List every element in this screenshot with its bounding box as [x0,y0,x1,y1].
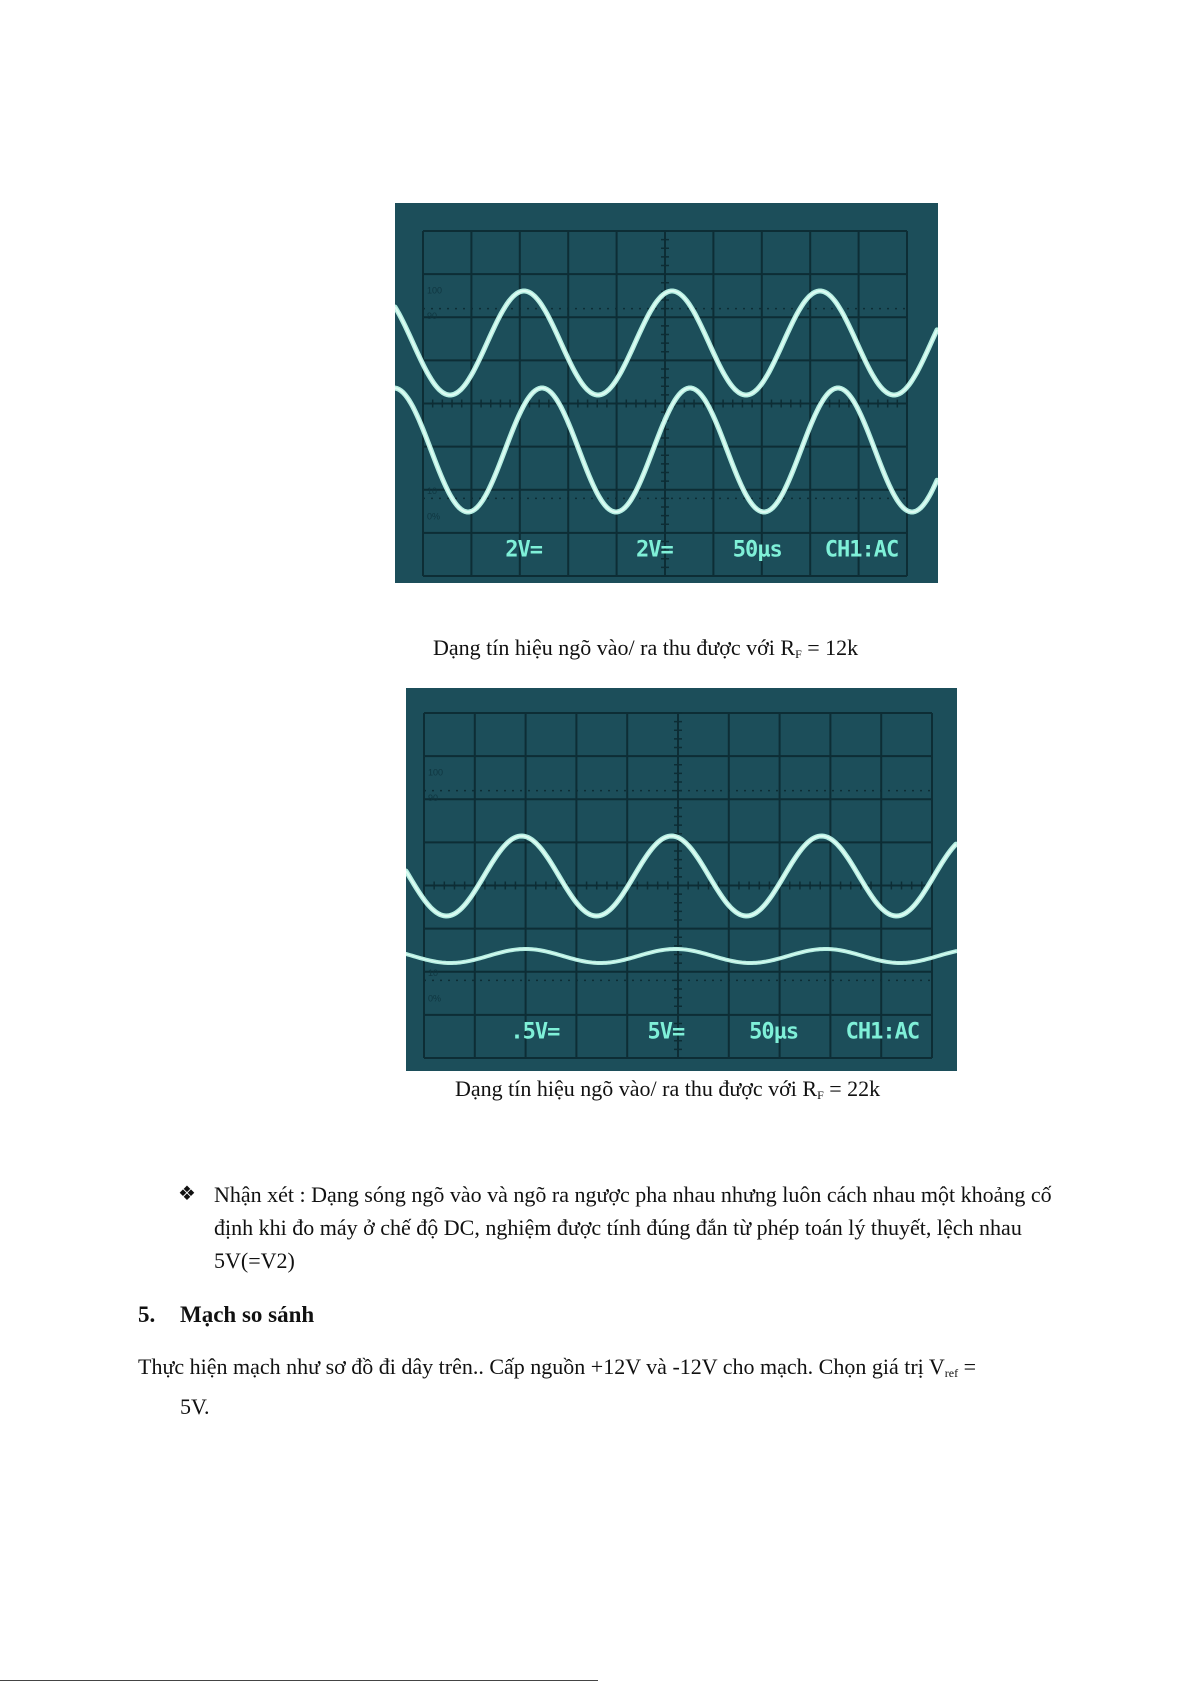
readout-text-2: 2V= [635,537,673,563]
readout-text-1: 2V= [505,537,543,563]
scale-label-100: 100 [427,285,443,296]
readout-text-1: .5V= [510,1019,560,1045]
oscilloscope-screen-1 [395,203,938,583]
diamond-bullet-icon: ❖ [178,1183,196,1205]
body-paragraph: Thực hiện mạch như sơ đồ đi dây trên.. Cấp nguồn +12V và -12V cho mạch. Chọn giá trị $V_{ref}$ = 5V. [138,1354,977,1419]
readout-text-3: 50µs [732,537,782,563]
remark-text: Nhận xét : Dạng sóng ngõ vào và ngõ ra ngược pha nhau nhưng luôn cách nhau một khoảng cố định khi đo máy ở chế độ DC, nghiệm được tính đúng đắn từ phép toán lý thuyết, lệch nhau 5V(=V2) [214,1182,1052,1273]
scale-label-10: 10 [427,486,438,497]
scale-label-0: 0% [427,511,441,522]
screen-background [395,203,938,583]
scale-label-90: 90 [428,792,439,803]
oscilloscope-screen-2 [406,688,957,1071]
scale-label-10: 10 [428,968,439,979]
scale-label-90: 90 [427,310,438,321]
figure-caption-1: Dạng tín hiệu ngõ vào/ ra thu được với $R_F = 12k$ [433,635,859,661]
section-title: Mạch so sánh [180,1302,315,1327]
oscilloscope-photo-2 [406,688,957,1071]
scale-label-100: 100 [428,767,444,778]
scale-label-0: 0% [428,993,442,1004]
screen-background [406,688,957,1071]
figure-caption-2: Dạng tín hiệu ngõ vào/ ra thu được với $R_F = 22k$ [455,1076,881,1102]
readout-text-4: CH1:AC [845,1019,920,1045]
readout-text-2: 5V= [647,1019,685,1045]
readout-text-3: 50µs [749,1019,799,1045]
footnote-divider [0,1680,598,1681]
oscilloscope-photo-1 [395,203,938,583]
readout-text-4: CH1:AC [824,537,899,563]
section-number: 5. [138,1302,156,1327]
